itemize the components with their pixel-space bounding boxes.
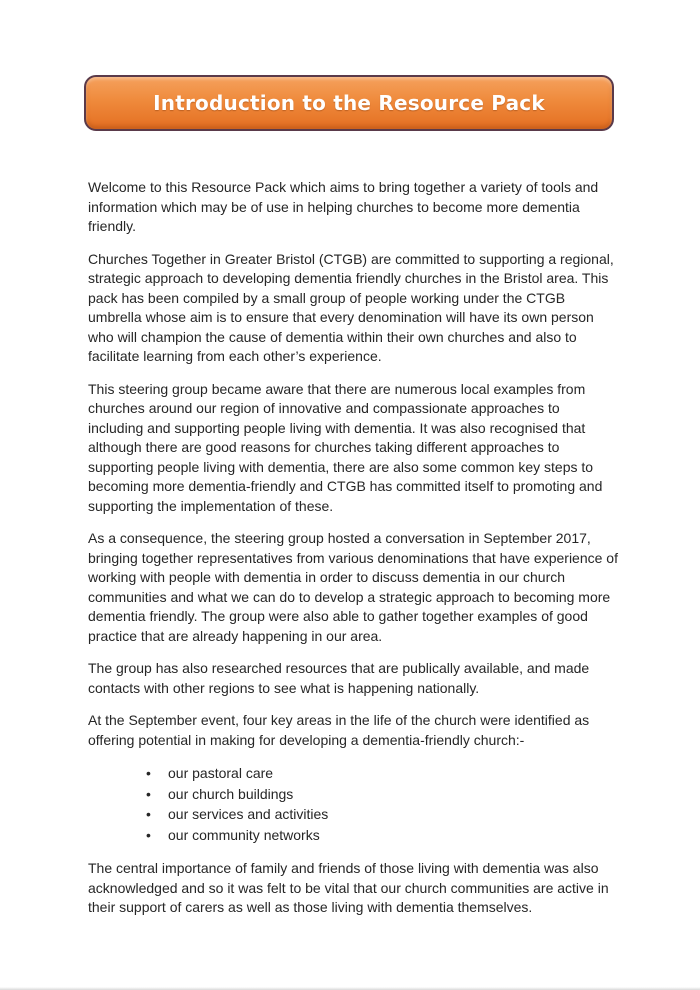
paragraph-welcome: Welcome to this Resource Pack which aims to bring together a variety of tools and information which may be of use in helping churches to become more dementia friendly.: [88, 179, 599, 234]
bullet-icon: •: [146, 826, 151, 843]
paragraph-steering-group: This steering group became aware that there are numerous local examples from churches around our region of innovative and compassionate approaches to including and supporting people living with dementia. It was also recognised that although there are good reasons for churches taking different approaches to supporting people living with dementia, there are also some common key steps to becoming more dementia-friendly and CTGB has committed itself to promoting and supporting the implementation of these.: [88, 380, 603, 514]
paragraph-ctgb-commitment: Churches Together in Greater Bristol (CTGB) are committed to supporting a regional, strategic approach to developing dementia friendly churches in the Bristol area. This pack has been compiled by a small group of people working under the CTGB umbrella whose aim is to ensure that every denomination will have its own person who will champion the cause of dementia within their own churches and also to facilitate learning from each other’s experience.: [88, 250, 614, 364]
list-item: [146, 825, 618, 846]
paragraph-key-areas-intro: At the September event, four key areas in the life of the church were identified as offering potential in making for developing a dementia-friendly church:-: [88, 712, 590, 748]
paragraph-family-carers: The central importance of family and friends of those living with dementia was also acknowledged and so it was felt to be vital that our church communities are active in their support of carers as well as those living with dementia themselves.: [88, 860, 609, 915]
list-item: [146, 763, 618, 784]
paragraph-resources-research: The group has also researched resources that are publically available, and made contacts with other regions to see what is happening nationally.: [88, 660, 590, 696]
page-title: Introduction to the Resource Pack: [153, 91, 545, 115]
key-areas-list: [88, 763, 618, 845]
list-item-text: our services and activities: [168, 806, 329, 822]
bullet-icon: •: [146, 806, 151, 822]
bullet-icon: •: [146, 785, 151, 802]
list-item-text: our church buildings: [168, 785, 294, 802]
list-item: [146, 784, 618, 805]
document-body: [88, 178, 618, 931]
list-item: [146, 804, 618, 825]
paragraph-september-conversation: As a consequence, the steering group hosted a conversation in September 2017, bringing together representatives from various denominations that have experience of working with people with dementia in order to discuss dementia in our church communities and what we can do to develop a strategic approach to becoming more dementia friendly. The group were also able to gather together examples of good practice that are already happening in our area.: [88, 530, 618, 644]
list-item-text: our community networks: [168, 826, 320, 843]
title-banner: [84, 75, 614, 131]
list-item-text: our pastoral care: [168, 765, 274, 781]
bullet-icon: •: [146, 765, 151, 781]
